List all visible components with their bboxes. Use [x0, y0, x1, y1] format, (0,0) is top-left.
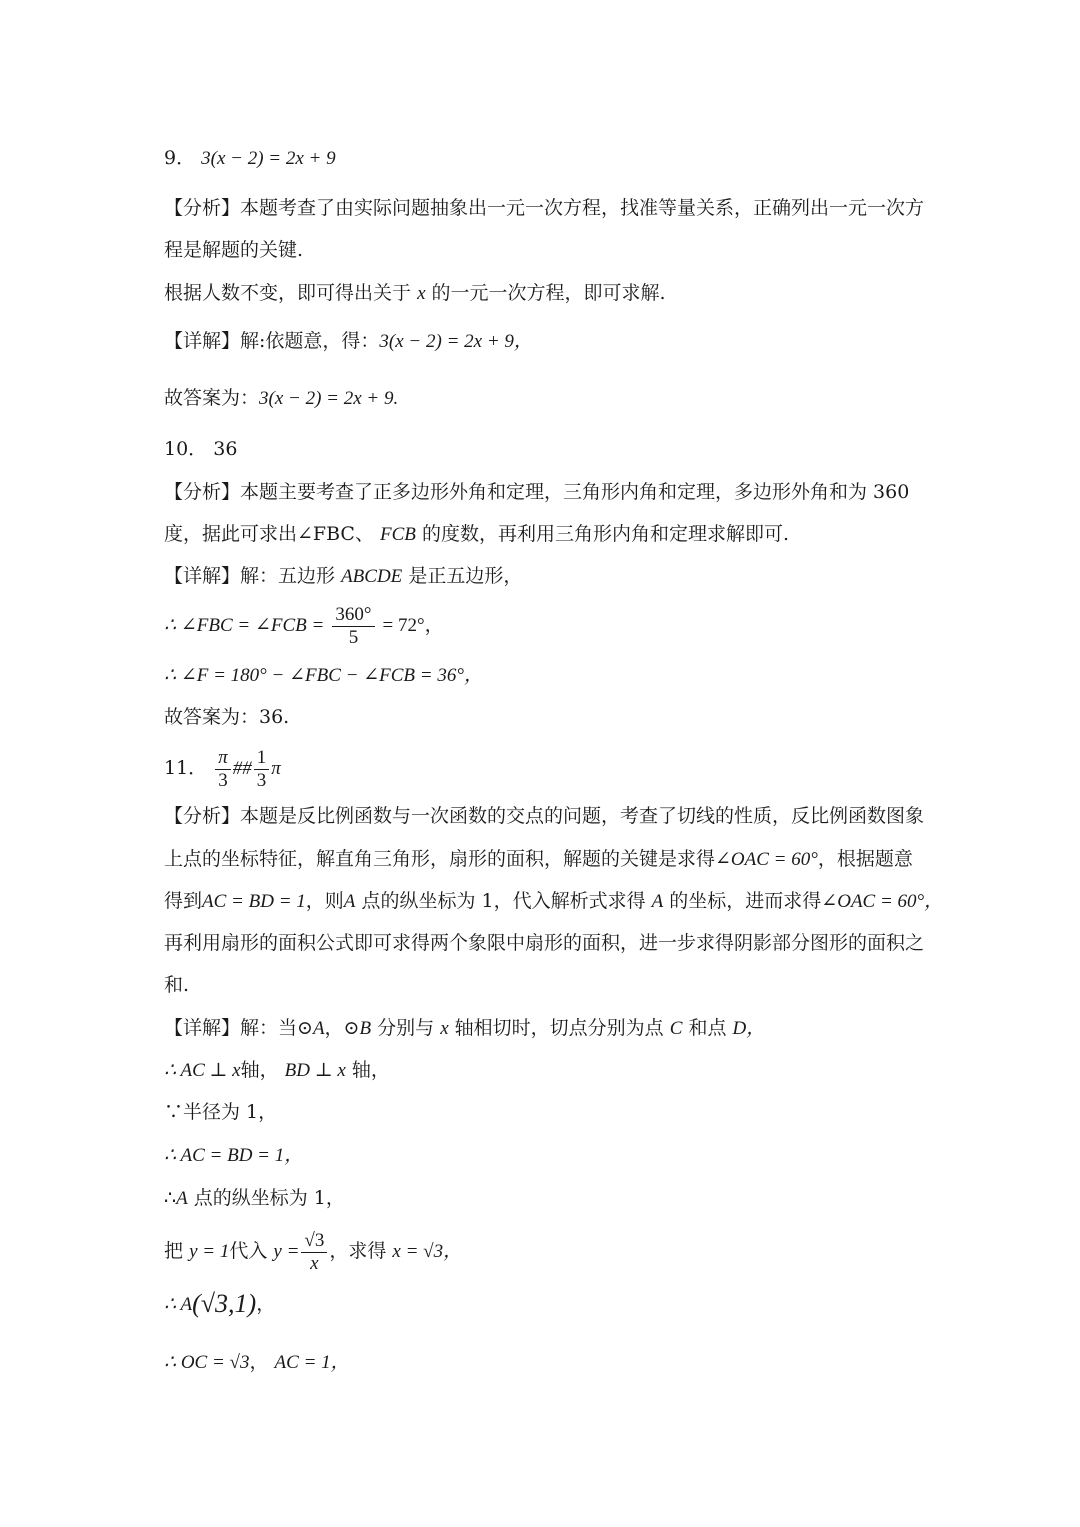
q10-detail-line-3: ∴ ∠F = 180° − ∠FBC − ∠FCB = 36°，: [164, 665, 483, 686]
q9-analysis-line-3: 根据人数不变，即可得出关于 x 的一元一次方程，即可求解.: [164, 282, 666, 304]
q10-detail-line-1: 【详解】解：五边形 ABCDE 是正五边形，: [164, 565, 523, 587]
q11-detail-line-5: ∴A 点的纵坐标为 1，: [164, 1187, 345, 1209]
q10-answer-line: [164, 435, 237, 463]
q11-answer-fraction-1: $\frac{\pi}{3}$: [215, 747, 231, 792]
q11-analysis-line-1: 【分析】本题是反比例函数与一次函数的交点的问题，考查了切线的性质，反比例函数图象: [164, 805, 925, 827]
q11-detail-tag: 【详解】: [164, 1017, 241, 1039]
q9-answer-line: [164, 144, 336, 173]
q11-number: 11．: [164, 757, 208, 779]
q10-number: 10．: [164, 438, 208, 460]
q9-detail-line-1: 【详解】解:依题意，得：3(x − 2) = 2x + 9，: [164, 330, 533, 352]
q10-detail-tag: 【详解】: [164, 565, 241, 587]
q11-answer-fraction-2: $\frac{1}{3}$: [254, 747, 270, 792]
q11-analysis-tag: 【分析】: [164, 805, 241, 827]
q9-analysis-line-1: 【分析】本题考查了由实际问题抽象出一元一次方程，找准等量关系，正确列出一元一次方: [164, 197, 925, 219]
q9-analysis-tag: 【分析】: [164, 197, 241, 219]
q10-fraction: $\frac{360^\circ}{5}$: [332, 604, 374, 649]
q11-detail-line-6: 把 y = 1代入 y = $\frac{√3}{x}$ ，求得 x = √3，: [164, 1229, 463, 1274]
q11-analysis-line-5: 和.: [164, 974, 190, 996]
q10-answer: 36: [213, 438, 238, 460]
q11-analysis-line-2: 上点的坐标特征，解直角三角形，扇形的面积，解题的关键是求得∠OAC = 60°，根据题意: [164, 848, 913, 870]
q9-number: 9．: [164, 147, 196, 169]
q9-answer: 3(x − 2) = 2x + 9: [201, 148, 336, 169]
q11-answer-line: 11． $\frac{\pi}{3}$ ## $\frac{1}{3}$ π: [164, 746, 281, 791]
q9-detail-tag: 【详解】: [164, 330, 241, 352]
q11-analysis-line-3: 得到AC = BD = 1，则A 点的纵坐标为 1，代入解析式求得 A 的坐标，进而求得∠OAC = 60°，: [164, 890, 944, 912]
q11-detail-line-8: ∴ OC = √3， AC = 1，: [164, 1351, 350, 1373]
q9-analysis-line-2: 程是解题的关键.: [164, 239, 304, 261]
q10-analysis-line-2: 度，据此可求出∠FBC、 FCB 的度数，再利用三角形内角和定理求解即可.: [164, 523, 789, 545]
q11-detail-line-2: ∴ AC ⊥ x轴， BD ⊥ x 轴，: [164, 1059, 390, 1081]
q11-detail-line-3: ∵半径为 1，: [164, 1101, 278, 1123]
q11-analysis-line-4: 再利用扇形的面积公式即可求得两个象限中扇形的面积，进一步求得阴影部分图形的面积之: [164, 932, 925, 954]
q9-detail-line-2: 故答案为：3(x − 2) = 2x + 9.: [164, 387, 399, 409]
q10-analysis-line-1: 【分析】本题主要考查了正多边形外角和定理，三角形内角和定理，多边形外角和为 360: [164, 481, 910, 503]
q11-detail-line-7: ∴ A(√3,1)，: [164, 1289, 276, 1318]
q11-detail-line-1: 【详解】解：当⊙A，⊙B 分别与 x 轴相切时，切点分别为点 C 和点 D，: [164, 1017, 766, 1039]
q10-detail-line-4: 故答案为：36.: [164, 706, 290, 728]
q11-detail-line-4: ∴ AC = BD = 1，: [164, 1145, 304, 1166]
q11-fraction: $\frac{√3}{x}$: [301, 1230, 327, 1275]
q10-detail-line-2: ∴ ∠FBC = ∠FCB = $\frac{360^\circ}{5}$ = 72°，: [164, 603, 444, 648]
q10-analysis-tag: 【分析】: [164, 481, 241, 503]
